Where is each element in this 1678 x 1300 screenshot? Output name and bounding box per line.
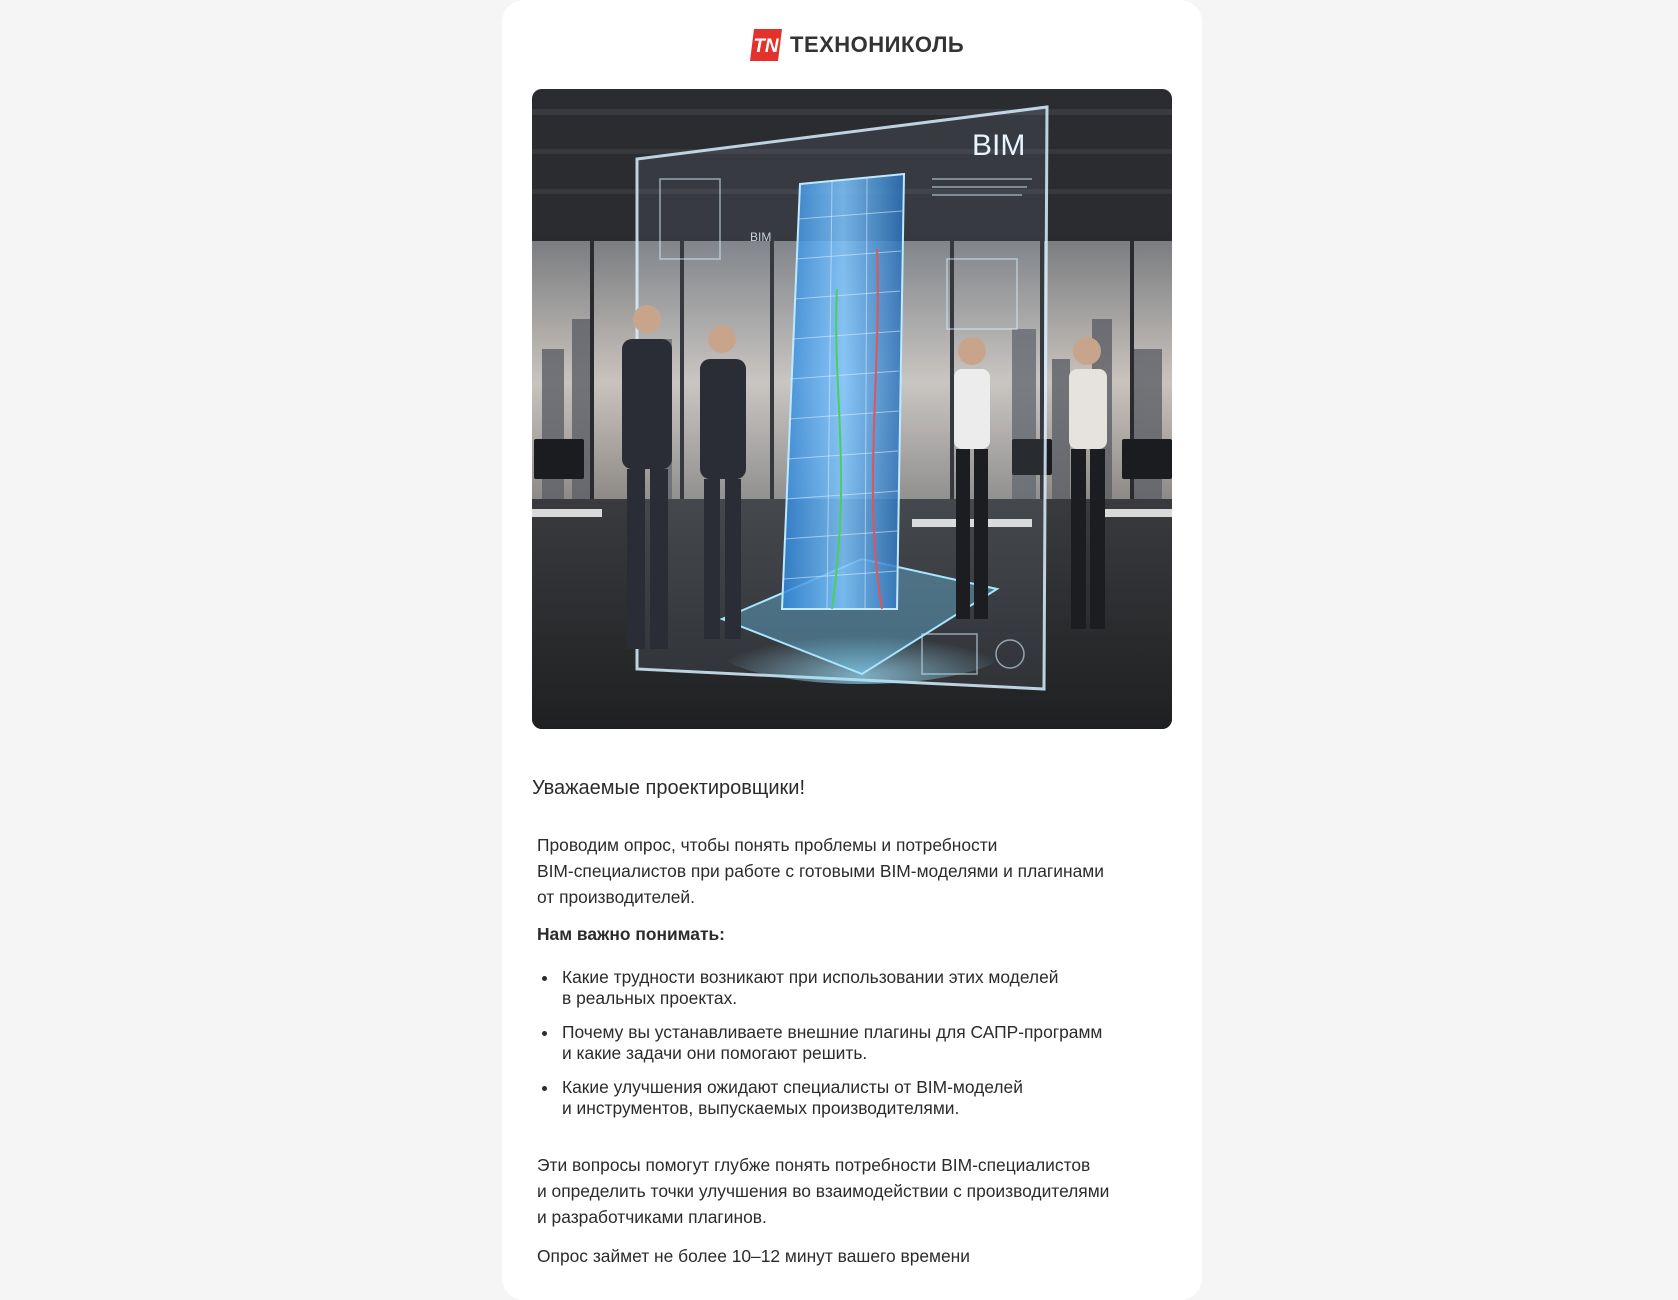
list-item bbox=[537, 1077, 1157, 1119]
section-subhead: Нам важно понимать: bbox=[537, 924, 725, 944]
list-item-line: Какие трудности возникают при использовании этих моделей bbox=[562, 967, 1059, 987]
list-item-line: в реальных проектах. bbox=[562, 988, 738, 1008]
outro-paragraph bbox=[537, 1152, 1147, 1230]
hologram-bim-label: BIM bbox=[972, 129, 1026, 162]
bullet-icon bbox=[542, 1031, 547, 1036]
hero-image bbox=[532, 89, 1172, 729]
outro-line: и определить точки улучшения во взаимодействии с производителями bbox=[537, 1181, 1110, 1201]
hologram-panel-label: BIM bbox=[750, 230, 772, 244]
intro-line: Проводим опрос, чтобы понять проблемы и потребности bbox=[537, 835, 998, 855]
list-item bbox=[537, 967, 1157, 1009]
list-item bbox=[537, 1022, 1157, 1064]
list-item-line: и какие задачи они помогают решить. bbox=[562, 1043, 868, 1063]
email-card bbox=[502, 0, 1202, 1300]
bullet-icon bbox=[542, 1086, 547, 1091]
outro-line: и разработчиками плагинов. bbox=[537, 1207, 767, 1227]
list-item-line: и инструментов, выпускаемых производителями. bbox=[562, 1098, 960, 1118]
questions-list bbox=[537, 967, 1157, 1132]
brand-logo[interactable] bbox=[748, 26, 964, 64]
intro-line: от производителей. bbox=[537, 887, 695, 907]
intro-paragraph bbox=[537, 832, 1147, 910]
intro-line: BIM-специалистов при работе с готовыми BIM-моделями и плагинами bbox=[537, 861, 1104, 881]
list-item-line: Почему вы устанавливаете внешние плагины для САПР-программ bbox=[562, 1022, 1103, 1042]
brand-mark-letters: TN bbox=[753, 36, 779, 57]
brand-mark-icon bbox=[748, 27, 784, 63]
bullet-icon bbox=[542, 976, 547, 981]
brand-name: ТЕХНОНИКОЛЬ bbox=[790, 32, 965, 57]
time-note: Опрос займет не более 10–12 минут вашего времени bbox=[537, 1246, 970, 1266]
outro-line: Эти вопросы помогут глубже понять потребности BIM-специалистов bbox=[537, 1155, 1091, 1175]
greeting-heading: Уважаемые проектировщики! bbox=[532, 777, 806, 799]
list-item-line: Какие улучшения ожидают специалисты от BIM-моделей bbox=[562, 1077, 1023, 1097]
